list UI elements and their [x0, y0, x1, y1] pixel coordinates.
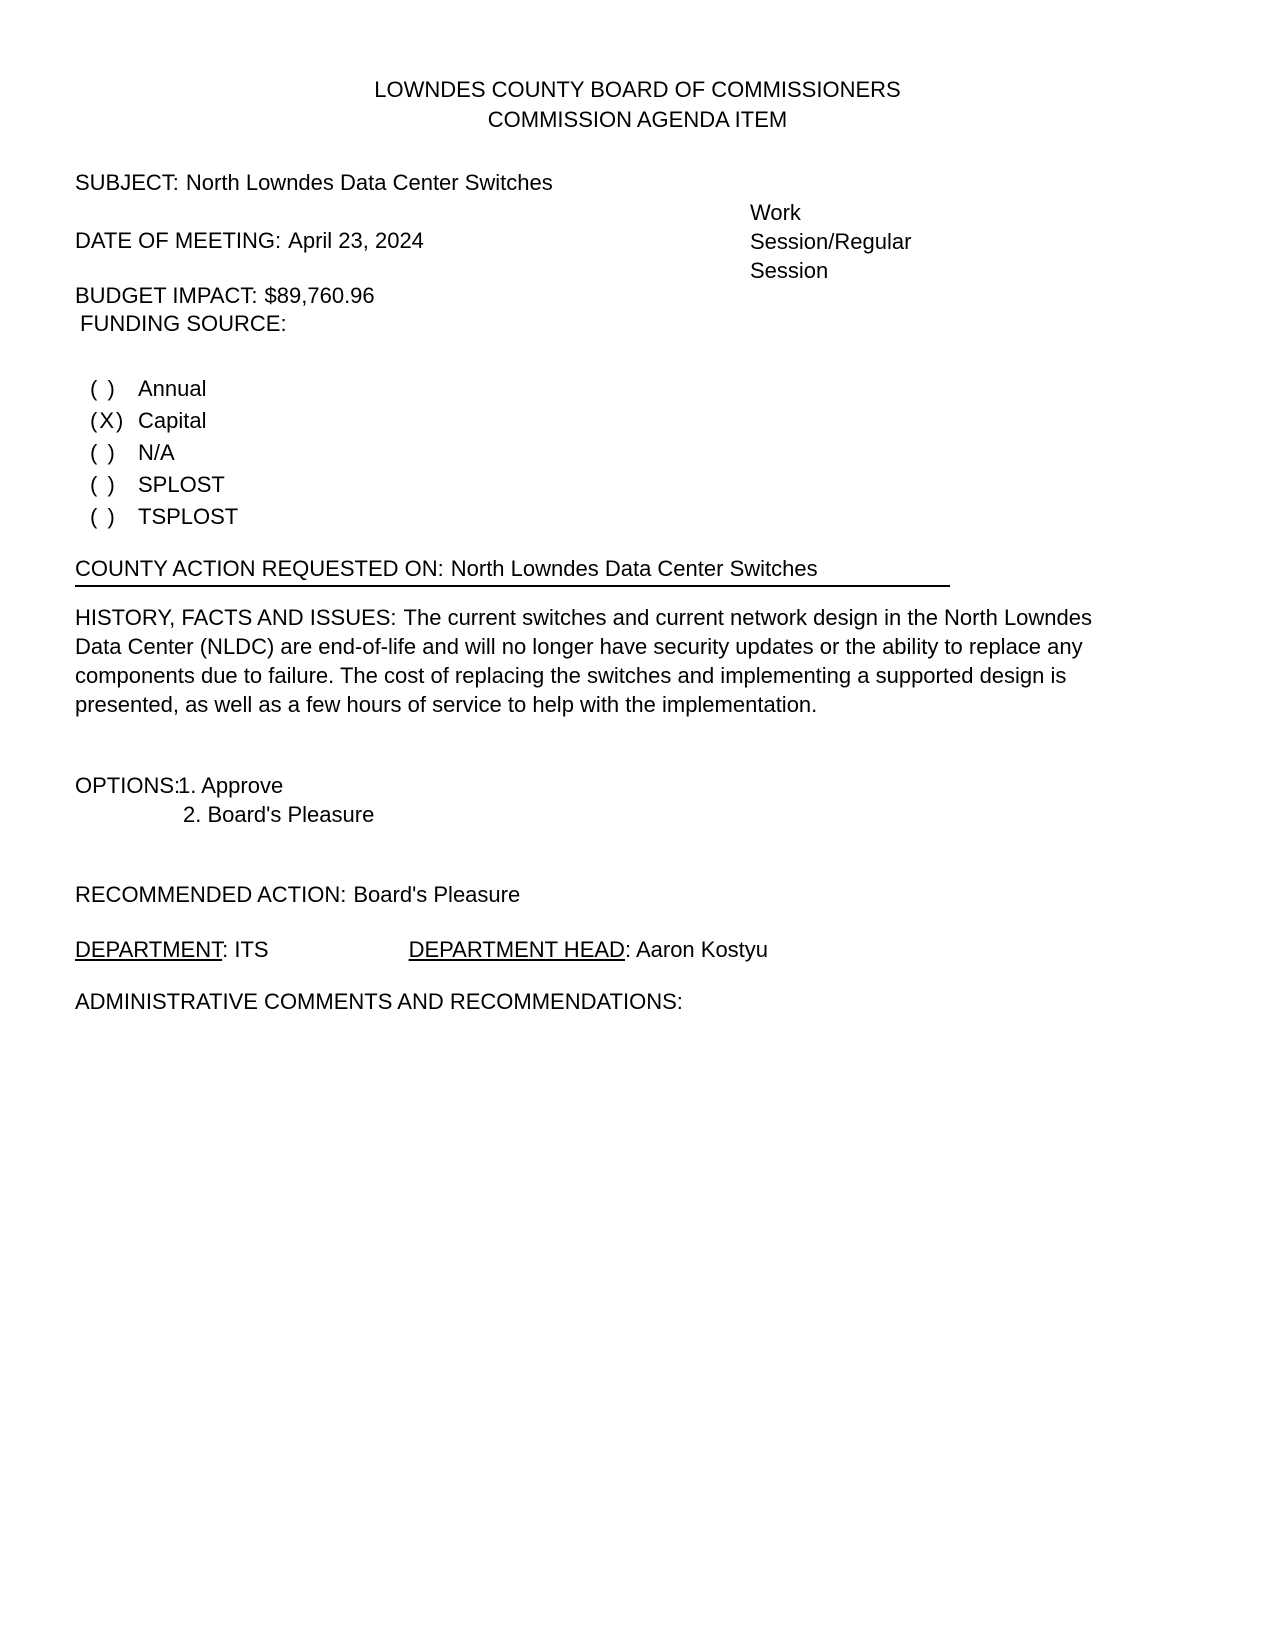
checkbox-splost: ( ) [90, 472, 117, 497]
session-type: Work Session/Regular Session [750, 200, 912, 283]
funding-option-label: N/A [138, 440, 175, 465]
funding-option-na [90, 437, 1200, 469]
county-action-value: North Lowndes Data Center Switches [450, 556, 818, 581]
budget-value: $89,760.96 [264, 283, 375, 308]
document-title [75, 75, 1200, 135]
department-value: ITS [234, 937, 269, 962]
checkbox-annual: ( ) [90, 376, 117, 401]
history-label: HISTORY, FACTS AND ISSUES: [75, 605, 397, 630]
administrative-comments-line [75, 988, 1200, 1016]
budget-impact-line [75, 282, 1200, 310]
checkbox-capital: (X) [90, 408, 126, 433]
funding-options-list [75, 373, 1200, 533]
department-head-value: Aaron Kostyu [635, 937, 769, 962]
option-boards-pleasure: 2. Board's Pleasure [183, 802, 375, 827]
administrative-comments-label: ADMINISTRATIVE COMMENTS AND RECOMMENDATIONS: [75, 989, 683, 1014]
title-line-1: LOWNDES COUNTY BOARD OF COMMISSIONERS [374, 77, 901, 102]
department-head-label: DEPARTMENT HEAD [408, 937, 625, 962]
option-approve: 1. Approve [178, 773, 284, 798]
county-action-requested-line [75, 555, 950, 587]
title-line-2: COMMISSION AGENDA ITEM [487, 107, 788, 132]
department-sep: : [222, 937, 235, 962]
funding-option-splost [90, 469, 1200, 501]
funding-source-label: FUNDING SOURCE: [80, 311, 287, 336]
budget-label: BUDGET IMPACT: [75, 283, 258, 308]
recommended-action-value: Board's Pleasure [353, 882, 521, 907]
funding-option-capital [90, 405, 1200, 437]
recommended-action-label: RECOMMENDED ACTION: [75, 882, 347, 907]
date-label: DATE OF MEETING: [75, 228, 282, 253]
funding-option-annual [90, 373, 1200, 405]
department-label: DEPARTMENT [75, 937, 223, 962]
date-value: April 23, 2024 [288, 228, 424, 253]
options-block [75, 771, 1200, 829]
county-action-label: COUNTY ACTION REQUESTED ON: [75, 556, 444, 581]
options-label: OPTIONS: [75, 773, 181, 798]
funding-source-line [75, 310, 1200, 338]
funding-option-tsplost [90, 501, 1200, 533]
history-facts-issues-paragraph [75, 603, 1110, 719]
funding-option-label: Annual [138, 376, 207, 401]
funding-option-label: Capital [138, 408, 207, 433]
subject-value: North Lowndes Data Center Switches [185, 170, 553, 195]
funding-option-label: SPLOST [138, 472, 225, 497]
subject-line [75, 169, 1200, 197]
history-text: The current switches and current network design in the North Lowndes Data Center (NLDC) are end-of-life and will no longer have security updates or the ability to replace any components due to failure. The cost of replacing the switches and implementing a supported design is presented, as well as a few hours of service to help with the implementation. [75, 605, 1093, 717]
department-head-sep: : [624, 937, 636, 962]
department-line [75, 936, 1200, 964]
recommended-action-line [75, 881, 1200, 909]
options-items [178, 771, 374, 829]
subject-label: SUBJECT: [75, 170, 179, 195]
checkbox-tsplost: ( ) [90, 504, 117, 529]
funding-option-label: TSPLOST [138, 504, 239, 529]
checkbox-na: ( ) [90, 440, 117, 465]
date-of-meeting-line [75, 227, 1200, 255]
